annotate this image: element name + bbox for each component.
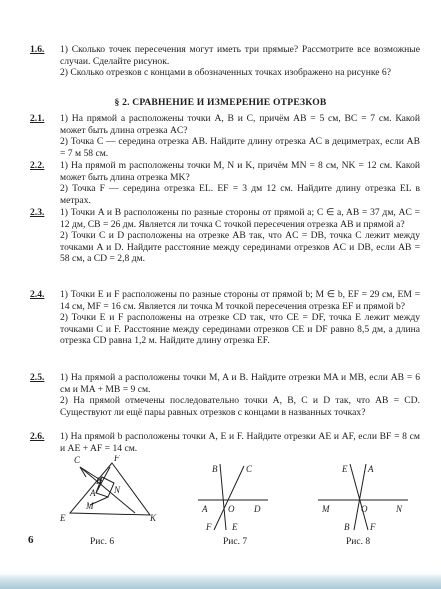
figure-6: [50, 455, 170, 525]
exercise-text: 1) Точки A и B расположены по разные стороны от прямой a; C ∈ a, AB = 37 дм, AC = 12 дм, CB = 26 дм. Является ли точка C точкой пересечения отрезка AB и прямой a?: [60, 207, 420, 230]
label-a: A: [368, 464, 374, 474]
label-f: F: [206, 522, 212, 532]
label-f: F: [370, 522, 376, 532]
label-e: E: [342, 464, 348, 474]
exercise-text: 2) На прямой отмечены последовательно точки A, B, C и D так, что AB = CD. Существуют ли ещё пары равных отрезков с концами в названных точках?: [60, 395, 420, 418]
figure-6-caption: Рис. 6: [90, 537, 115, 547]
exercise-text: 1) На прямой a расположены точки M, A и B. Найдите отрезки MA и MB, если AB = 6 см и MA + MB = 9 см.: [60, 372, 420, 395]
exercise-text: 1) Сколько точек пересечения могут иметь три прямые? Рассмотрите все возможные случаи. Сделайте рисунок.: [60, 44, 420, 67]
exercise-1-6: [30, 44, 420, 79]
exercise-text: 2) Точки E и F расположены на отрезке CD так, что CE = DF, точка E лежит между точками C и F. Расстояние между серединами отрезков CE и DF равно 8,5 дм, а длина отрезка CD равна 1,2 м. Найдите длину отрезка EF.: [60, 312, 420, 347]
label-b: B: [96, 476, 102, 486]
exercise-2-5: [30, 372, 420, 418]
exercise-number: 2.2.: [30, 160, 45, 171]
label-o: O: [228, 504, 235, 514]
label-c: C: [74, 455, 81, 465]
exercise-text: 2) Точка F — середина отрезка EL. EF = 3 дм 12 см. Найдите длину отрезка EL в метрах.: [60, 183, 420, 206]
label-d: D: [254, 504, 261, 514]
figure-8-caption: Рис. 8: [346, 537, 371, 547]
exercise-number: 1.6.: [30, 44, 45, 55]
label-e: E: [232, 522, 238, 532]
exercise-2-4: [30, 289, 420, 347]
exercise-text: 1) На прямой a расположены точки A, B и C, причём AB = 5 см, BC = 7 см. Какой может быть длина отрезка AC?: [60, 113, 420, 136]
exercise-2-6: [30, 431, 420, 454]
exercise-2-2: [30, 160, 420, 206]
exercise-number: 2.1.: [30, 113, 45, 124]
exercise-number: 2.3.: [30, 207, 45, 218]
exercise-text: 2) Точка C — середина отрезка AB. Найдите длину отрезка AC в дециметрах, если AB = 7 м 58 см.: [60, 136, 420, 159]
label-e: E: [60, 513, 66, 523]
exercise-text: 1) Точки E и F расположены по разные стороны от прямой b; M ∈ b, EF = 29 см, EM = 14 см, MF = 16 см. Является ли точка M точкой пересечения отрезка EF и прямой b?: [60, 289, 420, 312]
label-n: N: [396, 504, 403, 514]
label-m: M: [86, 501, 94, 511]
section-title: § 2. СРАВНЕНИЕ И ИЗМЕРЕНИЕ ОТРЕЗКОВ: [114, 97, 327, 108]
exercise-text: 2) Сколько отрезков с концами в обозначенных точках изображено на рисунке 6?: [60, 67, 391, 79]
label-b: B: [344, 522, 350, 532]
exercise-text: 1) На прямой m расположены точки M, N и K, причём MN = 8 см, NK = 12 см. Какой может быть длина отрезка MK?: [60, 160, 420, 183]
label-k: K: [150, 513, 157, 523]
label-o: O: [361, 504, 368, 514]
figure-7: [196, 460, 270, 532]
label-m: M: [322, 504, 330, 514]
exercise-text: 2) Точки C и D расположены на отрезке AB так, что AC = DB, точка C лежит между точками A и D. Найдите расстояние между серединами отрезков AC и DB, если AB = 58 см, а CD = 2,8 дм.: [60, 230, 420, 265]
page-number: 6: [28, 534, 34, 546]
label-n: N: [114, 485, 121, 495]
label-c: C: [246, 464, 253, 474]
figure-8: [316, 460, 410, 532]
label-b: B: [212, 464, 218, 474]
exercise-number: 2.5.: [30, 372, 45, 383]
exercise-number: 2.6.: [30, 431, 45, 442]
label-f: F: [114, 455, 120, 463]
exercise-text: 1) На прямой b расположены точки A, E и F. Найдите отрезки AE и AF, если BF = 8 см и AE + AF = 14 см.: [60, 431, 420, 454]
exercise-number: 2.4.: [30, 289, 45, 300]
page-edge-band: [0, 573, 441, 589]
exercise-2-3: [30, 207, 420, 265]
label-a: A: [202, 504, 208, 514]
figure-7-caption: Рис. 7: [223, 537, 248, 547]
exercise-2-1: [30, 113, 420, 159]
label-a: A: [90, 488, 96, 498]
